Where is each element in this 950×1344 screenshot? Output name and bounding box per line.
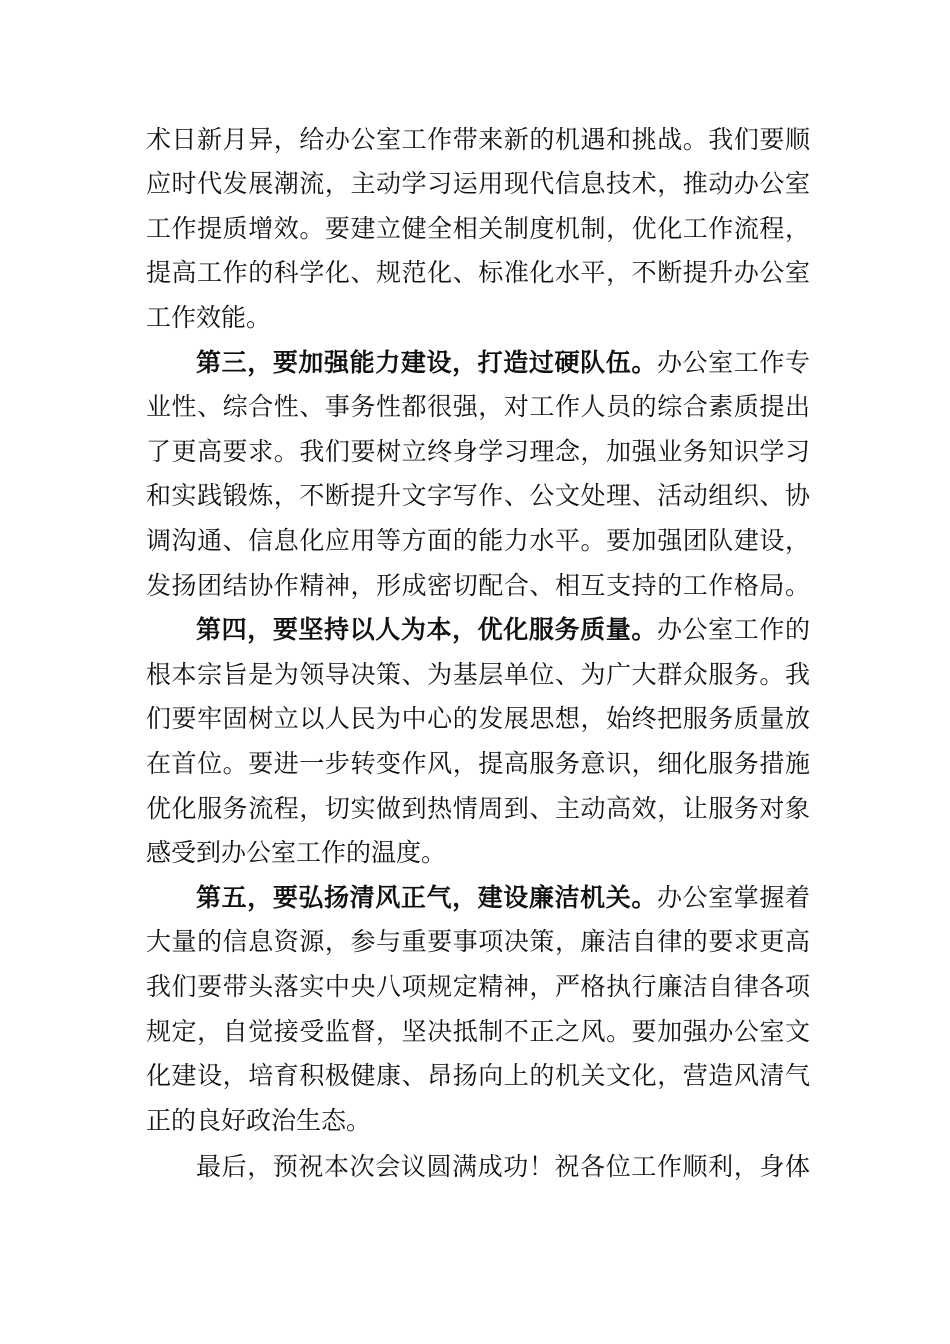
body-text-line: 最后，预祝本次会议圆满成功！祝各位工作顺利，身体 (196, 1152, 810, 1181)
body-text-line: 应时代发展潮流，主动学习运用现代信息技术，推动办公室 (146, 169, 810, 198)
section-heading: 第四，要坚持以人为本，优化服务质量。 (196, 615, 657, 644)
body-text: 办公室掌握着 (656, 883, 810, 912)
body-text-line: 规定，自觉接受监督，坚决抵制不正之风。要加强办公室文 (146, 1017, 810, 1046)
body-text-line: 调沟通、信息化应用等方面的能力水平。要加强团队建设， (146, 526, 810, 555)
section-heading: 第五，要弘扬清风正气，建设廉洁机关。 (196, 883, 657, 912)
body-text-line: 化建设，培育积极健康、昂扬向上的机关文化，营造风清气 (146, 1061, 810, 1090)
section-lead-line (196, 608, 810, 652)
body-text: 办公室工作专 (656, 348, 810, 377)
body-text-line: 发扬团结协作精神，形成密切配合、相互支持的工作格局。 (146, 571, 810, 600)
body-text-line: 工作提质增效。要建立健全相关制度机制，优化工作流程， (146, 214, 810, 243)
body-text-line: 了更高要求。我们要树立终身学习理念，加强业务知识学习 (146, 437, 810, 466)
body-text-line: 提高工作的科学化、规范化、标准化水平，不断提升办公室 (146, 258, 810, 287)
body-text-line: 在首位。要进一步转变作风，提高服务意识，细化服务措施 (146, 749, 810, 778)
body-text-line: 大量的信息资源，参与重要事项决策，廉洁自律的要求更高 (146, 927, 810, 956)
body-text-line: 工作效能。 (146, 303, 272, 332)
body-text-line: 我们要带头落实中央八项规定精神，严格执行廉洁自律各项 (146, 972, 810, 1001)
section-heading: 第三，要加强能力建设，打造过硬队伍。 (196, 348, 657, 377)
body-text-line: 正的良好政治生态。 (146, 1106, 372, 1135)
body-text-line: 根本宗旨是为领导决策、为基层单位、为广大群众服务。我 (146, 660, 810, 689)
body-text: 办公室工作的 (656, 615, 810, 644)
body-text-line: 业性、综合性、事务性都很强，对工作人员的综合素质提出 (146, 392, 810, 421)
body-text-line: 和实践锻炼，不断提升文字写作、公文处理、活动组织、协 (146, 481, 810, 510)
section-lead-line (196, 341, 810, 385)
body-text-line: 感受到办公室工作的温度。 (146, 838, 447, 867)
body-text-line: 优化服务流程，切实做到热情周到、主动高效，让服务对象 (146, 794, 810, 823)
section-lead-line (196, 876, 810, 920)
body-text-line: 术日新月异，给办公室工作带来新的机遇和挑战。我们要顺 (146, 125, 810, 154)
body-text-line: 们要牢固树立以人民为中心的发展思想，始终把服务质量放 (146, 704, 810, 733)
